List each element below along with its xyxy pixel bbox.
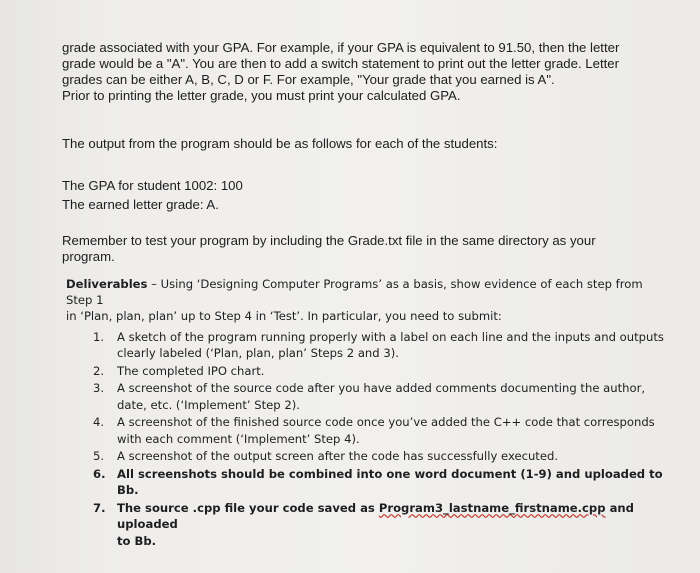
list-item-text-after: and uploaded [117,501,634,532]
list-item-text: date, etc. (‘Implement’ Step 2). [117,397,300,412]
list-item [66,380,672,412]
cpp-filename: Program3_lastname_firstname.cpp [378,501,606,516]
list-item-number: 7. [93,501,106,516]
deliverables-section [66,276,672,550]
list-item [66,329,672,361]
list-item-number: 3. [93,381,105,396]
paragraph-line: Remember to test your program by including the Grade.txt file in the same directory as your [62,233,596,248]
sample-output-gpa-line: The GPA for student 1002: 100 [62,178,243,193]
list-item-number: 1. [93,329,105,344]
list-item-text [117,500,672,532]
deliverables-intro-text: – Using ‘Designing Computer Programs’ as a basis, show evidence of each step from Step 1 [66,277,643,308]
list-item-text: with each comment (‘Implement’ Step 4). [117,431,360,446]
output-intro-text: The output from the program should be as follows for each of the students: [62,136,498,151]
reminder-paragraph [62,233,670,265]
list-item-text: The completed IPO chart. [117,363,265,378]
list-item-text: clearly labeled (‘Plan, plan, plan’ Steps 2 and 3). [117,345,399,360]
list-item-text-before: The source .cpp file your code saved as [117,501,379,516]
sample-output-letter-line: The earned letter grade: A. [62,197,219,212]
list-item-text: All screenshots should be combined into one word document (1-9) and uploaded to Bb. [117,467,663,498]
deliverables-intro-text: in ‘Plan, plan, plan’ up to Step 4 in ‘Test’. In particular, you need to submit: [66,309,502,324]
list-item [66,448,672,464]
list-item-text: to Bb. [117,533,157,548]
list-item-text: A screenshot of the source code after you have added comments documenting the author, [117,381,646,396]
deliverables-intro [66,276,672,325]
list-item [66,363,672,379]
list-item [66,414,672,446]
list-item-text: A screenshot of the output screen after the code has successfully executed. [117,449,559,464]
list-item-number: 4. [93,415,105,430]
deliverables-heading: Deliverables [66,277,148,291]
paragraph-line: program. [62,249,115,264]
grade-instructions-paragraph [62,40,670,104]
list-item [66,500,672,549]
paragraph-line: grades can be either A, B, C, D or F. For example, "Your grade that you earned is A". [62,72,555,87]
paragraph-line: Prior to printing the letter grade, you must print your calculated GPA. [62,88,461,103]
list-item-number: 2. [93,363,105,378]
list-item-number: 5. [93,449,105,464]
deliverables-list [66,329,672,549]
paragraph-line: grade associated with your GPA. For example, if your GPA is equivalent to 91.50, then the letter [62,40,620,55]
list-item-number: 6. [93,467,106,482]
list-item [66,466,672,498]
list-item-text: A sketch of the program running properly with a label on each line and the inputs and outputs [117,329,664,344]
list-item-text: A screenshot of the finished source code once you’ve added the C++ code that corresponds [117,415,655,430]
paragraph-line: grade would be a "A". You are then to add a switch statement to print out the letter grade. Letter [62,56,619,71]
